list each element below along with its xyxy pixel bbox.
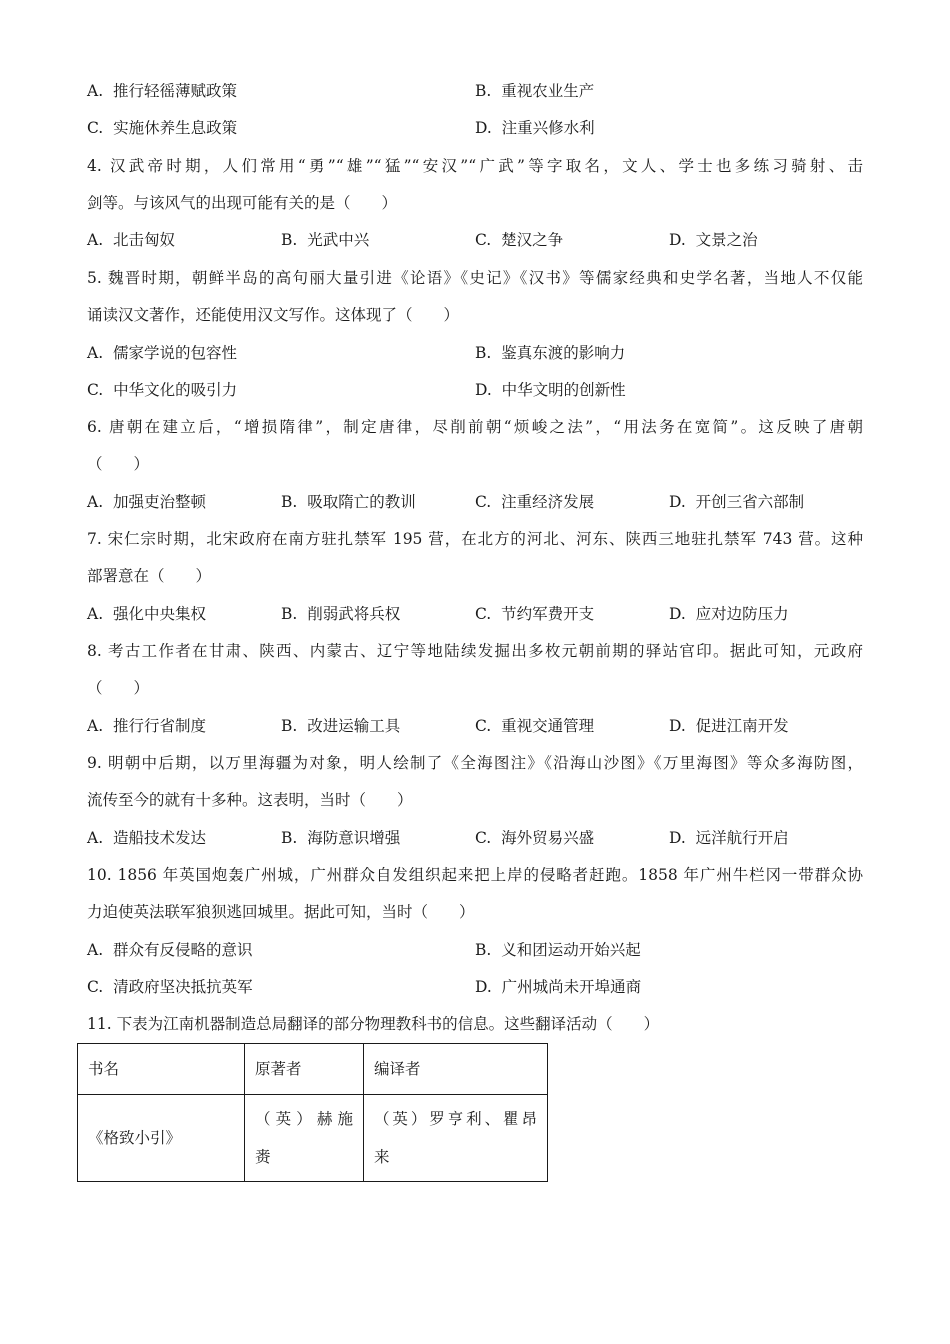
option-text: 注重经济发展	[501, 493, 595, 511]
option-letter: B.	[475, 82, 492, 100]
author-line1: （英）赫施	[255, 1110, 353, 1128]
option-letter: D.	[475, 119, 492, 137]
table-header-title: 书名	[78, 1044, 245, 1095]
option-text: 应对边防压力	[695, 605, 789, 623]
translator-line1: （英）罗亨利、瞿昂	[374, 1110, 537, 1128]
option-text: 鉴真东渡的影响力	[501, 344, 626, 362]
q6-stem-line1: 6. 唐朝在建立后，“增损隋律”，制定唐律，尽削前朝“烦峻之法”，“用法务在宽简”。这反映了唐朝	[87, 418, 863, 436]
option-letter: C.	[475, 493, 492, 511]
option-text: 加强吏治整顿	[112, 493, 206, 511]
option-text: 广州城尚未开埠通商	[501, 978, 642, 996]
q6-stem-line2: （ ）	[87, 455, 150, 473]
q10-option-a[interactable]	[87, 939, 253, 961]
table-cell-translator	[364, 1095, 548, 1182]
table-row	[78, 1095, 548, 1182]
q3-option-a[interactable]	[87, 80, 237, 102]
option-letter: A.	[87, 493, 104, 511]
option-letter: C.	[475, 717, 492, 735]
option-letter: D.	[475, 978, 492, 996]
q7-stem-line1: 7. 宋仁宗时期，北宋政府在南方驻扎禁军 195 营，在北方的河北、河东、陕西三地驻扎禁军 743 营。这种	[87, 530, 863, 548]
q10-stem-line2: 力迫使英法联军狼狈逃回城里。据此可知，当时（ ）	[87, 903, 475, 921]
q9-stem-line1: 9. 明朝中后期，以万里海疆为对象，明人绘制了《全海图注》《沿海山沙图》《万里海图》等众多海防图，	[87, 754, 863, 772]
option-letter: A.	[87, 605, 104, 623]
option-text: 海外贸易兴盛	[501, 829, 595, 847]
q6-option-b[interactable]	[281, 491, 416, 513]
option-text: 文景之治	[695, 231, 758, 249]
q4-stem-line1: 4. 汉武帝时期，人们常用“勇”“雄”“猛”“安汉”“广武”等字取名，文人、学士也多练习骑射、击	[87, 157, 863, 175]
q4-option-c[interactable]	[475, 229, 563, 251]
q8-option-a[interactable]	[87, 715, 206, 737]
q5-option-d[interactable]	[475, 379, 626, 401]
q5-stem-line1: 5. 魏晋时期，朝鲜半岛的高句丽大量引进《论语》《史记》《汉书》等儒家经典和史学名著，当地人不仅能	[87, 269, 863, 287]
q4-stem-line2: 剑等。与该风气的出现可能有关的是（ ）	[87, 194, 398, 212]
option-text: 清政府坚决抵抗英军	[113, 978, 253, 996]
option-text: 楚汉之争	[501, 231, 564, 249]
q5-option-c[interactable]	[87, 379, 237, 401]
option-text: 北击匈奴	[112, 231, 175, 249]
q10-stem-line1: 10. 1856 年英国炮轰广州城，广州群众自发组织起来把上岸的侵略者赶跑。1858 年广州牛栏冈一带群众协	[87, 866, 863, 884]
option-letter: B.	[281, 829, 298, 847]
q7-option-a[interactable]	[87, 603, 206, 625]
option-letter: C.	[87, 978, 104, 996]
option-text: 促进江南开发	[695, 717, 789, 735]
q8-option-b[interactable]	[281, 715, 400, 737]
option-text: 改进运输工具	[307, 717, 401, 735]
option-letter: A.	[87, 231, 104, 249]
option-letter: D.	[669, 717, 686, 735]
q8-option-d[interactable]	[669, 715, 789, 737]
option-letter: A.	[87, 717, 104, 735]
q11-stem-line1: 11. 下表为江南机器制造总局翻译的部分物理教科书的信息。这些翻译活动（ ）	[87, 1015, 660, 1033]
q4-option-d[interactable]	[669, 229, 758, 251]
q4-option-a[interactable]	[87, 229, 175, 251]
q3-option-c[interactable]	[87, 117, 237, 139]
option-letter: C.	[475, 605, 492, 623]
option-text: 注重兴修水利	[501, 119, 595, 137]
table-header-row	[78, 1044, 548, 1095]
option-text: 节约军费开支	[501, 605, 595, 623]
table-header-translator: 编译者	[364, 1044, 548, 1095]
option-letter: A.	[87, 941, 104, 959]
option-text: 开创三省六部制	[695, 493, 805, 511]
q7-option-c[interactable]	[475, 603, 594, 625]
option-text: 削弱武将兵权	[307, 605, 401, 623]
q4-option-b[interactable]	[281, 229, 369, 251]
option-text: 远洋航行开启	[695, 829, 789, 847]
option-text: 强化中央集权	[112, 605, 206, 623]
option-text: 海防意识增强	[307, 829, 401, 847]
option-letter: D.	[669, 605, 686, 623]
q8-option-c[interactable]	[475, 715, 594, 737]
q9-option-c[interactable]	[475, 827, 594, 849]
option-text: 中华文明的创新性	[501, 381, 626, 399]
option-letter: D.	[669, 231, 686, 249]
translator-line2: 来	[374, 1148, 390, 1166]
option-letter: D.	[669, 829, 686, 847]
q6-option-d[interactable]	[669, 491, 804, 513]
q8-stem-line2: （ ）	[87, 679, 150, 697]
q10-option-d[interactable]	[475, 976, 641, 998]
option-text: 儒家学说的包容性	[112, 344, 237, 362]
option-letter: A.	[87, 829, 104, 847]
q7-option-d[interactable]	[669, 603, 789, 625]
option-letter: B.	[281, 231, 298, 249]
option-letter: A.	[87, 82, 104, 100]
option-text: 重视交通管理	[501, 717, 595, 735]
option-letter: D.	[475, 381, 492, 399]
option-letter: C.	[87, 119, 104, 137]
option-text: 群众有反侵略的意识	[112, 941, 253, 959]
option-text: 实施休养生息政策	[113, 119, 238, 137]
q9-option-d[interactable]	[669, 827, 789, 849]
q6-option-a[interactable]	[87, 491, 206, 513]
option-letter: B.	[475, 344, 492, 362]
q5-option-b[interactable]	[475, 342, 625, 364]
option-text: 造船技术发达	[112, 829, 206, 847]
option-text: 中华文化的吸引力	[113, 381, 238, 399]
q9-option-a[interactable]	[87, 827, 206, 849]
q3-option-d[interactable]	[475, 117, 595, 139]
q9-stem-line2: 流传至今的就有十多种。这表明，当时（ ）	[87, 791, 413, 809]
q7-option-b[interactable]	[281, 603, 400, 625]
option-letter: C.	[475, 829, 492, 847]
option-letter: C.	[87, 381, 104, 399]
table-cell-title: 《格致小引》	[78, 1095, 245, 1182]
author-line2: 赉	[255, 1148, 271, 1166]
option-letter: A.	[87, 344, 104, 362]
option-letter: B.	[475, 941, 492, 959]
option-letter: B.	[281, 605, 298, 623]
option-letter: C.	[475, 231, 492, 249]
option-letter: B.	[281, 493, 298, 511]
q3-option-b[interactable]	[475, 80, 594, 102]
table-cell-author	[245, 1095, 364, 1182]
option-text: 吸取隋亡的教训	[307, 493, 416, 511]
book-table	[77, 1043, 548, 1182]
option-letter: B.	[281, 717, 298, 735]
q5-option-a[interactable]	[87, 342, 237, 364]
option-text: 推行行省制度	[112, 717, 206, 735]
q5-stem-line2: 诵读汉文著作，还能使用汉文写作。这体现了（ ）	[87, 306, 460, 324]
q7-stem-line2: 部署意在（ ）	[87, 567, 212, 585]
option-text: 光武中兴	[307, 231, 370, 249]
table-header-author: 原著者	[245, 1044, 364, 1095]
q10-option-b[interactable]	[475, 939, 641, 961]
option-text: 义和团运动开始兴起	[501, 941, 641, 959]
q10-option-c[interactable]	[87, 976, 253, 998]
option-letter: D.	[669, 493, 686, 511]
q9-option-b[interactable]	[281, 827, 400, 849]
option-text: 重视农业生产	[501, 82, 595, 100]
q6-option-c[interactable]	[475, 491, 594, 513]
option-text: 推行轻徭薄赋政策	[112, 82, 237, 100]
q8-stem-line1: 8. 考古工作者在甘肃、陕西、内蒙古、辽宁等地陆续发掘出多枚元朝前期的驿站官印。据此可知，元政府	[87, 642, 863, 660]
